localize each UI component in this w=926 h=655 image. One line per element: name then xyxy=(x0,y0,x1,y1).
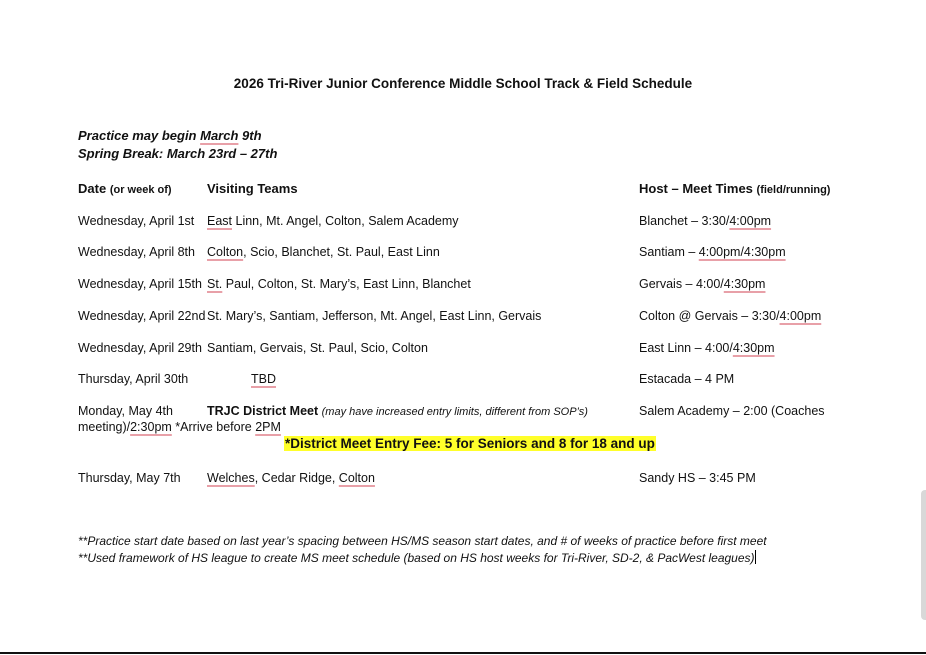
last-row-teams xyxy=(207,471,375,485)
text-segment: Blanchet – 3:30/ xyxy=(639,214,730,228)
text-segment: Santiam – xyxy=(639,245,699,259)
district-date: Monday, May 4th xyxy=(78,404,173,418)
district-event-name: TRJC District Meet xyxy=(207,404,319,418)
spellcheck-flagged-word: Colton xyxy=(207,245,244,259)
footnote-1: **Practice start date based on last year’s spacing between HS/MS season start dates, and # of weeks of practice before first meet xyxy=(78,534,767,548)
spellcheck-flagged-word: 4:00pm xyxy=(729,214,772,228)
district-event-note: (may have increased entry limits, different from SOP’s) xyxy=(321,406,588,418)
row-visiting-teams xyxy=(207,245,440,259)
row-visiting-teams xyxy=(207,341,428,355)
row-date: Thursday, April 30th xyxy=(78,372,189,386)
page-bottom-border xyxy=(0,652,926,654)
row-date: Wednesday, April 29th xyxy=(78,341,202,355)
entry-fee-text: *District Meet Entry Fee: 5 for Seniors and 8 for 18 and up xyxy=(285,436,655,451)
spellcheck-flagged-word: St. xyxy=(207,277,223,291)
spellcheck-flagged-word: 2:30pm xyxy=(130,420,172,434)
spellcheck-flagged-word: March xyxy=(200,128,239,143)
footnote-2[interactable] xyxy=(78,550,756,565)
row-host-time xyxy=(639,309,821,323)
text-segment: 9th xyxy=(238,128,262,143)
row-visiting-teams xyxy=(207,214,459,228)
row-date: Wednesday, April 8th xyxy=(78,245,195,259)
text-segment: Colton @ Gervais – 3:30/ xyxy=(639,309,780,323)
text-cursor xyxy=(755,550,756,564)
text-segment: Sandy HS – 3:45 PM xyxy=(639,471,756,485)
row-visiting-teams xyxy=(207,277,471,291)
spellcheck-flagged-word: 4:00pm xyxy=(779,309,822,323)
spellcheck-flagged-word: 4:00pm/4:30pm xyxy=(698,245,786,259)
date-column-header xyxy=(78,181,172,196)
spellcheck-flagged-word: Colton xyxy=(338,471,375,485)
row-visiting-teams xyxy=(251,372,276,386)
text-segment: Santiam, Gervais, St. Paul, Scio, Colton xyxy=(207,341,428,355)
row-date: Wednesday, April 22nd xyxy=(78,309,206,323)
teams-column-header: Visiting Teams xyxy=(207,181,298,196)
last-row-host xyxy=(639,471,756,485)
text-segment: , Cedar Ridge, xyxy=(254,471,339,485)
row-host-time xyxy=(639,277,765,291)
row-host-time xyxy=(639,372,734,386)
spellcheck-flagged-word: East xyxy=(207,214,233,228)
spellcheck-flagged-word: Welches xyxy=(207,471,255,485)
date-header-note: (or week of) xyxy=(109,184,172,196)
district-host-continued xyxy=(78,420,281,434)
practice-start-line xyxy=(78,128,262,143)
text-segment: East Linn – 4:00/ xyxy=(639,341,733,355)
row-host-time xyxy=(639,341,775,355)
spellcheck-flagged-word: 4:30pm xyxy=(723,277,766,291)
entry-fee-highlight xyxy=(284,436,656,451)
spellcheck-flagged-word: 4:30pm xyxy=(732,341,775,355)
district-event xyxy=(207,404,588,418)
row-date: Wednesday, April 1st xyxy=(78,214,195,228)
document-title: 2026 Tri-River Junior Conference Middle School Track & Field Schedule xyxy=(233,76,693,91)
row-visiting-teams xyxy=(207,309,541,323)
row-host-time xyxy=(639,214,771,228)
district-host: Salem Academy – 2:00 (Coaches xyxy=(639,404,825,418)
text-segment: , Scio, Blanchet, St. Paul, East Linn xyxy=(243,245,440,259)
row-date: Wednesday, April 15th xyxy=(78,277,202,291)
host-header-note: (field/running) xyxy=(756,184,831,196)
scrollbar-edge[interactable] xyxy=(921,490,926,620)
text-segment: *Arrive before xyxy=(171,420,256,434)
host-header-label: Host – Meet Times xyxy=(639,181,753,196)
spellcheck-flagged-word: 2PM xyxy=(255,420,281,434)
last-row-date: Thursday, May 7th xyxy=(78,471,181,485)
text-segment: Paul, Colton, St. Mary’s, East Linn, Blanchet xyxy=(222,277,471,291)
text-segment: Spring Break: March 23rd – 27th xyxy=(78,146,278,161)
spring-break-line xyxy=(78,146,277,161)
host-column-header xyxy=(639,181,830,196)
spellcheck-flagged-word: TBD xyxy=(251,372,276,386)
footnote-2-text: **Used framework of HS league to create MS meet schedule (based on HS host weeks for Tri-River, SD-2, & PacWest leagues) xyxy=(78,551,755,565)
text-segment: meeting)/ xyxy=(78,420,131,434)
row-host-time xyxy=(639,245,786,259)
date-header-label: Date xyxy=(78,181,107,196)
text-segment: St. Mary’s, Santiam, Jefferson, Mt. Angel, East Linn, Gervais xyxy=(207,309,542,323)
text-segment: Practice may begin xyxy=(78,128,201,143)
text-segment: Estacada – 4 PM xyxy=(639,372,735,386)
text-segment: Linn, Mt. Angel, Colton, Salem Academy xyxy=(232,214,459,228)
text-segment: Gervais – 4:00/ xyxy=(639,277,724,291)
